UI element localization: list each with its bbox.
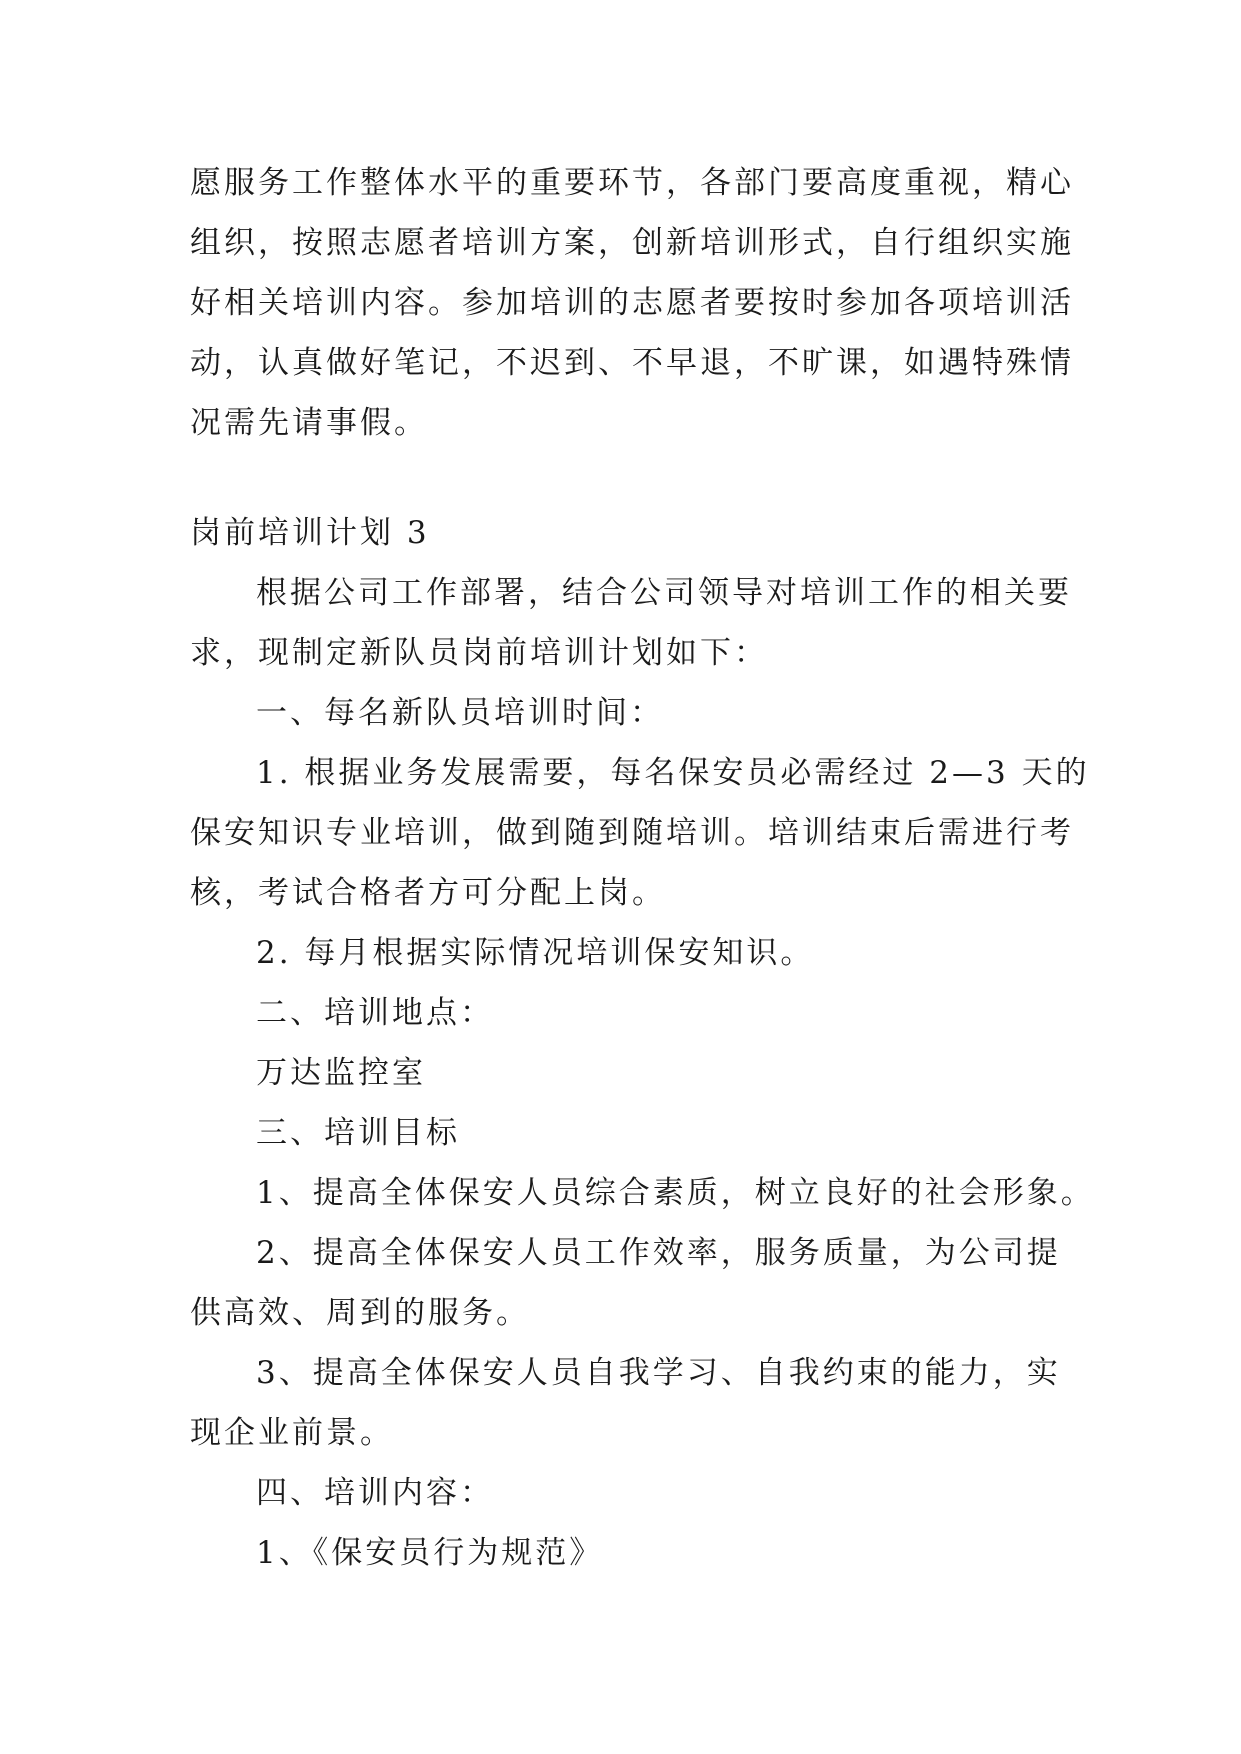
paragraph-line: 核，考试合格者方可分配上岗。	[190, 875, 666, 911]
list-heading: 二、培训地点：	[256, 995, 494, 1031]
paragraph-line: 供高效、周到的服务。	[190, 1295, 530, 1331]
paragraph-line: 好相关培训内容。参加培训的志愿者要按时参加各项培训活	[190, 285, 1074, 321]
paragraph-line: 现企业前景。	[190, 1415, 394, 1451]
paragraph-line: 2. 每月根据实际情况培训保安知识。	[256, 935, 815, 971]
paragraph-line: 1、提高全体保安人员综合素质，树立良好的社会形象。	[256, 1175, 1095, 1211]
paragraph-line: 保安知识专业培训，做到随到随培训。培训结束后需进行考	[190, 815, 1074, 851]
paragraph-line: 动，认真做好笔记，不迟到、不早退，不旷课，如遇特殊情	[190, 345, 1074, 381]
paragraph-line: 根据公司工作部署，结合公司领导对培训工作的相关要	[256, 575, 1072, 611]
paragraph-line: 1、《保安员行为规范》	[256, 1535, 604, 1571]
paragraph-line: 况需先请事假。	[190, 405, 428, 441]
paragraph-line: 万达监控室	[256, 1055, 426, 1091]
paragraph-line: 2、提高全体保安人员工作效率，服务质量，为公司提	[256, 1235, 1061, 1271]
list-heading: 四、培训内容：	[256, 1475, 494, 1511]
paragraph-line: 3、提高全体保安人员自我学习、自我约束的能力，实	[256, 1355, 1061, 1391]
list-heading: 一、每名新队员培训时间：	[256, 695, 664, 731]
paragraph-line: 组织，按照志愿者培训方案，创新培训形式，自行组织实施	[190, 225, 1074, 261]
list-heading: 三、培训目标	[256, 1115, 460, 1151]
section-heading: 岗前培训计划 3	[190, 515, 430, 551]
paragraph-line: 求，现制定新队员岗前培训计划如下：	[190, 635, 768, 671]
paragraph-line: 愿服务工作整体水平的重要环节，各部门要高度重视，精心	[190, 165, 1074, 201]
paragraph-line: 1. 根据业务发展需要，每名保安员必需经过 2—3 天的	[256, 755, 1090, 791]
